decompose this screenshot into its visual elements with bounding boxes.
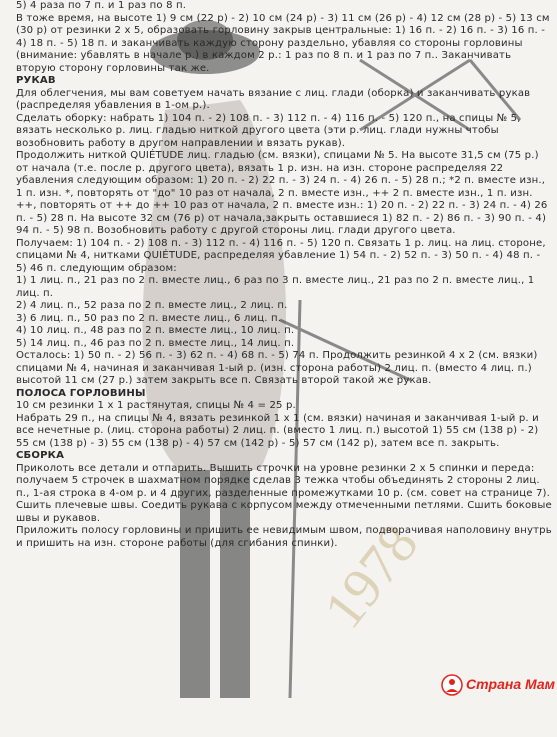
- paragraph: 5) 4 раза по 7 п. и 1 раз по 8 п.: [16, 0, 187, 11]
- paragraph: 3) 6 лиц. п., 50 раз по 2 п. вместе лиц., 6 лиц. п.: [16, 312, 282, 324]
- watermark-year: 1978: [312, 513, 431, 640]
- paragraph: Получаем: 1) 104 п. - 2) 108 п. - 3) 112 п. - 4) 116 п. - 5) 120 п. Связать 1 р. лиц. на лиц. стороне, спицами № 4, нитками QUIÉTUDE, распределяя убавление 1) 54 п. - 2) 52 п. - 3) 50 п. - 4) 48 п. - 5) 46 п. следующим образом:: [16, 237, 546, 274]
- paragraph: Осталось: 1) 50 п. - 2) 56 п. - 3) 62 п. - 4) 68 п. - 5) 74 п. Продолжить резинкой 4 х 2 (см. вязки) спицами № 4, начиная и заканчивая 1-ый р. (изн. сторона работы) 2 лиц. п. (вместо 4 лиц. п.) высотой 11 см (27 р.) затем закрыть все п. Связать второй такой же рукав.: [16, 350, 538, 386]
- paragraph: 1) 1 лиц. п., 21 раз по 2 п. вместе лиц., 6 раз по 3 п. вместе лиц., 21 раз по 2 п. вместе лиц., 1 лиц. п.: [16, 275, 535, 299]
- paragraph: 5) 14 лиц. п., 46 раз по 2 п. вместе лиц., 14 лиц. п.: [16, 337, 295, 349]
- paragraph: 10 см резинки 1 х 1 растянутая, спицы № 4 = 25 р.: [16, 400, 296, 411]
- section-heading: СБОРКА: [16, 450, 65, 461]
- paragraph: Продолжить ниткой QUIÉTUDE лиц. гладью (см. вязки), спицами № 5. На высоте 31,5 см (75 р.) от начала (т.е. после р. другого цвета), вязать 1 р. изн. на изн. стороне распределяя 22 убавления следующим образом: 1) 20 п. - 2) 22 п. - 3) 24 п. - 4) 26 п. - 5) 28 п.; *2 п. вместе изн., 1 п. изн. *, повторять от "до" 10 раз от начала, 2 п. вместе изн., ++ 2 п. вместе изн., 1 п. изн. ++, повторять от ++ до ++ 10 раз от начала, 2 п. вместе изн.: 1) 20 п. - 2) 22 п. - 3) 24 п. - 4) 26 п. - 5) 28 п. На высоте 32 см (76 р) от начала,закрыть оставшиеся 1) 82 п. - 2) 86 п. - 3) 90 п. - 4) 94 п. - 5) 98 п. Возобновить работу с другой стороны лиц. глади другого цвета.: [16, 150, 548, 236]
- section-heading: РУКАВ: [16, 75, 56, 86]
- site-logo: [440, 672, 557, 698]
- paragraph: Сделать оборку: набрать 1) 104 п. - 2) 108 п. - 3) 112 п. - 4) 116 п. - 5) 120 п., на спицы № 5, вязать несколько р. лиц. гладью ниткой другого цвета (эти р. лиц. глади нужны чтобы возобновить работу в другом направлении и вязать рукав).: [16, 112, 521, 149]
- paragraph: Приколоть все детали и отпарить. Вышить строчки на уровне резинки 2 х 5 спинки и переда: получаем 5 строчек в шахматном порядке сделав 3 тежка чтобы объединять 2 стороны 2 лиц. п., 1-ая строка в 4-ом р. и 4 других, разделенные промежутками 10 р. (см. совет на странице 7). Сшить плечевые швы. Соедить рукава с корпусом между отмеченными петлями. Сшить боковые швы и рукавов.: [16, 462, 552, 524]
- paragraph: Набрать 29 п., на спицы № 4, вязать резинкой 1 х 1 (см. вязки) начиная и заканчивая 1-ый р. и все нечетные р. (лиц. сторона работы) 2 лиц. п. (вместо 1 лиц. п.) высотой 1) 55 см (138 р) - 2) 55 см (138 р) - 3) 55 см (138 р) - 4) 57 см (142 р) - 5) 57 см (142 р), затем все п. закрыть.: [16, 412, 539, 449]
- logo-label: Страна Мам: [466, 676, 556, 692]
- paragraph: Для облегчения, мы вам советуем начать вязание с лиц. глади (оборка) и заканчивать рукав (распределяя убавления в 1-ом р.).: [16, 87, 531, 111]
- paragraph: Приложить полосу горловины и пришить ее невидимым швом, подворачивая наполовину внутрь и пришить на изн. стороне работы (для сгибания спинки).: [16, 525, 552, 549]
- paragraph: 4) 10 лиц. п., 48 раз по 2 п. вместе лиц., 10 лиц. п.: [16, 325, 295, 336]
- paragraph: В тоже время, на высоте 1) 9 см (22 р) - 2) 10 см (24 р) - 3) 11 см (26 р) - 4) 12 см (28 р) - 5) 13 см (30 р) от резинки 2 х 5, образовать горловину закрыв центральные: 1) 16 п. - 2) 16 п. - 3) 16 п. - 4) 18 п. - 5) 18 п. и заканчивать каждую сторону раздельно, убавляя со стороны горловины (внимание: убавлять в начале р.) в каждом 2 р.: 1 раз по 8 п. и 1 раз по 7 п.. Заканчивать вторую сторону горловины так же.: [16, 12, 550, 74]
- section-heading: ПОЛОСА ГОРЛОВИНЫ: [16, 387, 146, 399]
- paragraph: 2) 4 лиц. п., 52 раза по 2 п. вместе лиц., 2 лиц. п.: [16, 300, 288, 311]
- pattern-text: [16, 0, 552, 550]
